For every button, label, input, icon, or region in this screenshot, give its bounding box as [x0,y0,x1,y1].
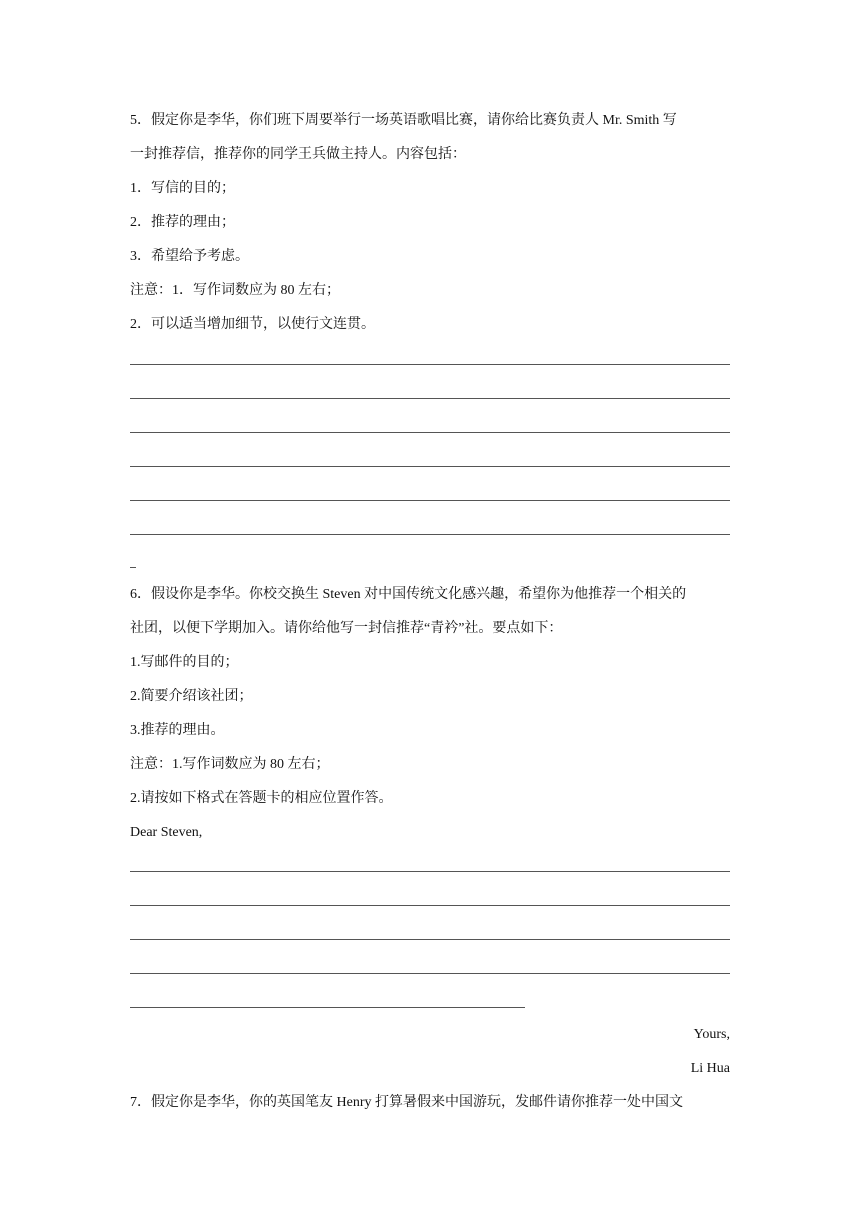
q6-answer-line[interactable] [130,973,730,974]
q6-point-2: 2.简要介绍该社团； [130,689,253,704]
q5-point-1: 1．写信的目的； [130,181,235,196]
q5-answer-line[interactable] [130,500,730,501]
q5-note-1: 注意：1．写作词数应为 80 左右； [130,283,340,298]
q6-prompt-line2: 社团，以便下学期加入。请你给他写一封信推荐“青衿”社。要点如下： [130,621,563,636]
q6-answer-line[interactable] [130,939,730,940]
q6-answer-line[interactable] [130,1007,525,1008]
q5-answer-line[interactable] [130,534,730,535]
q6-note-1: 注意：1.写作词数应为 80 左右； [130,757,330,772]
q6-point-3: 3.推荐的理由。 [130,723,225,738]
q6-note-2: 2.请按如下格式在答题卡的相应位置作答。 [130,791,393,806]
q5-answer-line[interactable] [130,398,730,399]
q6-answer-line[interactable] [130,871,730,872]
q5-answer-line[interactable] [130,466,730,467]
q6-answer-line[interactable] [130,905,730,906]
q7-prompt-line1: 7．假定你是李华，你的英国笔友 Henry 打算暑假来中国游玩，发邮件请你推荐一处中国文 [130,1095,683,1110]
q5-point-2: 2．推荐的理由； [130,215,235,230]
q6-signature: Li Hua [690,1061,730,1076]
q5-prompt-line1: 5．假定你是李华，你们班下周要举行一场英语歌唱比赛，请你给比赛负责人 Mr. Smith 写 [130,113,677,128]
q5-prompt-line2: 一封推荐信，推荐你的同学王兵做主持人。内容包括： [130,147,466,162]
q6-greeting: Dear Steven, [130,825,203,840]
q5-answer-line-end [130,567,136,568]
q5-note-2: 2．可以适当增加细节，以使行文连贯。 [130,317,375,332]
q6-point-1: 1.写邮件的目的； [130,655,239,670]
q5-answer-line[interactable] [130,364,730,365]
q5-point-3: 3．希望给予考虑。 [130,249,249,264]
q6-closing: Yours, [693,1027,730,1042]
q6-prompt-line1: 6．假设你是李华。你校交换生 Steven 对中国传统文化感兴趣，希望你为他推荐一个相关的 [130,587,687,602]
q5-answer-line[interactable] [130,432,730,433]
